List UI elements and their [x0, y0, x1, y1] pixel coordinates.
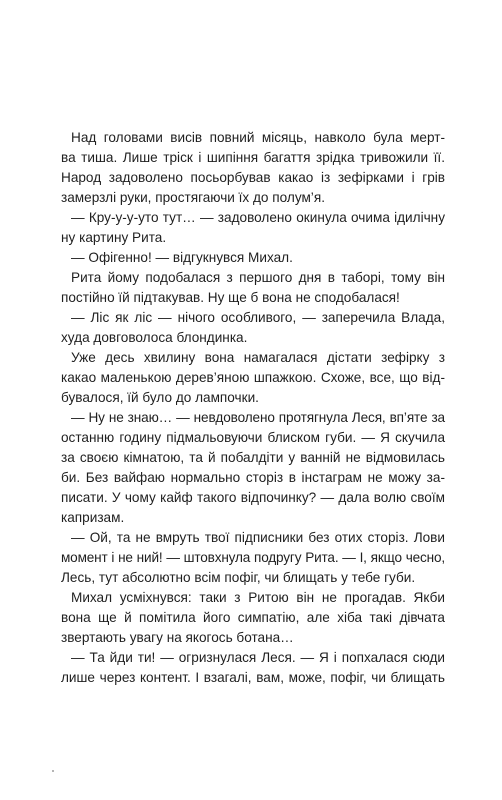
text-line: какао маленькою дерев’яною шпажкою. Схоже, все, що від- — [61, 370, 445, 385]
text-line: — Офігенно! — відгукнувся Михал. — [71, 250, 293, 265]
text-line: звертають увагу на якогось ботана… — [61, 630, 294, 645]
text-line: ва тиша. Лише тріск і шипіння багаття зрідка тривожили її. — [61, 150, 445, 165]
text-line: писати. У чому кайф такого відпочинку? — дала волю своїм — [61, 490, 445, 505]
text-line: вона ще й помітила його симпатію, але хіба такі дівчата — [61, 610, 445, 625]
text-line: замерзлі руки, простягаючи їх до полум’я. — [61, 190, 325, 205]
text-line: момент і не ний! — штовхнула подругу Рита. — І, якщо чесно, — [61, 550, 445, 565]
text-line: — Ну не знаю… — невдоволено протягнула Леся, вп’яте за — [71, 410, 445, 425]
scan-speck — [52, 770, 54, 772]
text-line: — Та йди ти! — огризнулася Леся. — Я і попхалася сюди — [71, 650, 445, 665]
text-line: за своєю кімнатою, та й побалдіти у ванній не відмовилась — [61, 450, 445, 465]
text-line: Уже десь хвилину вона намагалася дістати зефірку з — [71, 350, 445, 365]
text-line: ну картину Рита. — [61, 230, 167, 245]
text-line: Рита йому подобалася з першого дня в таборі, тому він — [71, 270, 445, 285]
text-line: худа довговолоса блондинка. — [61, 330, 248, 345]
text-line: останню годину підмальовуючи блиском губи. — Я скучила — [61, 430, 445, 445]
text-line: — Ліс як ліс — нічого особливого, — заперечила Влада, — [71, 310, 445, 325]
text-line: Народ задоволено посьорбував какао із зефірками і грів — [61, 170, 445, 185]
text-line: капризам. — [61, 510, 125, 525]
text-line: Михал усміхнувся: таки з Ритою він не прогадав. Якби — [71, 590, 445, 605]
text-line: — Кру-у-у-уто тут… — задоволено окинула очима ідилічну — [71, 210, 445, 225]
text-line: би. Без вайфаю нормально сторіз в інстаграм не можу за- — [61, 470, 445, 485]
text-line: постійно їй підтакував. Ну ще б вона не сподобалася! — [61, 290, 400, 305]
text-line: — Ой, та не вмруть твої підписники без отих сторіз. Лови — [71, 530, 445, 545]
page-text — [61, 128, 445, 688]
text-line: Лесь, тут абсолютно всім пофіг, чи блищать у тебе губи. — [61, 570, 416, 585]
text-line: бувалося, їй було до лампочки. — [61, 390, 259, 405]
text-line: лише через контент. І взагалі, вам, може, пофіг, чи блищать — [61, 670, 445, 685]
text-line: Над головами висів повний місяць, навколо була мерт- — [71, 130, 445, 145]
